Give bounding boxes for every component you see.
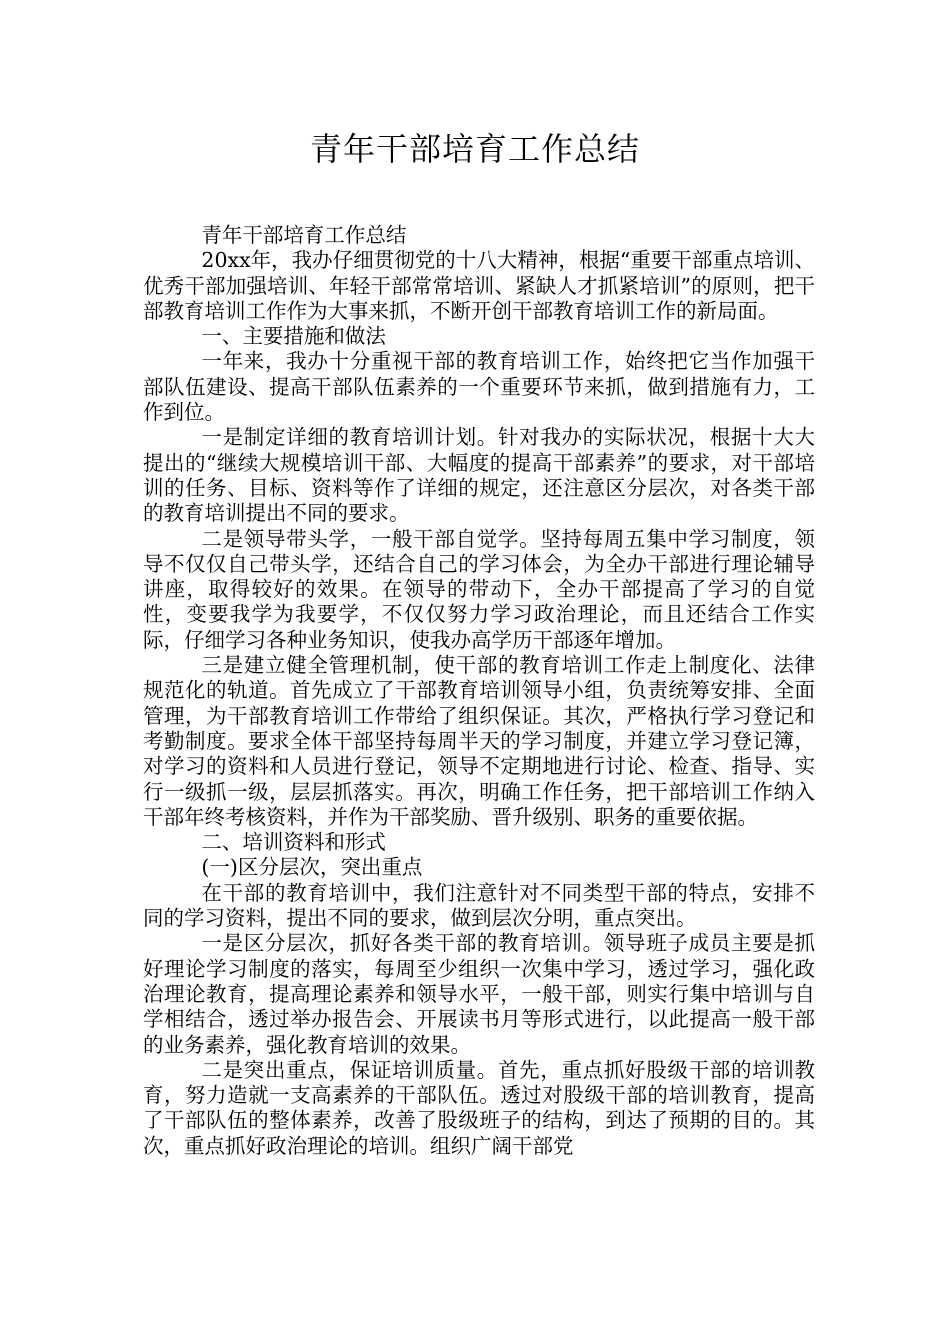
paragraph-intro: 20xx年，我办仔细贯彻党的十八大精神，根据“重要干部重点培训、优秀干部加强培训、年轻干部常常培训、紧缺人才抓紧培训”的原则，把干部教育培训工作作为大事来抓，不断开创干部教育培训工作的新局面。 <box>143 248 815 323</box>
paragraph: 在干部的教育培训中，我们注意针对不同类型干部的特点，安排不同的学习资料，提出不同的要求，做到层次分明，重点突出。 <box>143 880 815 931</box>
paragraph: 一是区分层次，抓好各类干部的教育培训。领导班子成员主要是抓好理论学习制度的落实，每周至少组织一次集中学习，透过学习，强化政治理论教育，提高理论素养和领导水平，一般干部，则实行集中培训与自学相结合，透过举办报告会、开展读书月等形式进行，以此提高一般干部的业务素养，强化教育培训的效果。 <box>143 931 815 1057</box>
paragraph: 二是突出重点，保证培训质量。首先，重点抓好股级干部的培训教育，努力造就一支高素养的干部队伍。透过对股级干部的培训教育，提高了干部队伍的整体素养，改善了股级班子的结构，到达了预期的目的。其次，重点抓好政治理论的培训。组织广阔干部党 <box>143 1057 815 1158</box>
document-title: 青年干部培育工作总结 <box>309 130 640 168</box>
section-heading-measures: 一、主要措施和做法 <box>201 324 386 349</box>
paragraph: 三是建立健全管理机制，使干部的教育培训工作走上制度化、法律规范化的轨道。首先成立了干部教育培训领导小组，负责统筹安排、全面管理，为干部教育培训工作带给了组织保证。其次，严格执行学习登记和考勤制度。要求全体干部坚持每周半天的学习制度，并建立学习登记簿，对学习的资料和人员进行登记，领导不定期地进行讨论、检查、指导、实行一级抓一级，层层抓落实。再次，明确工作任务，把干部培训工作纳入干部年终考核资料，并作为干部奖励、晋升级别、职务的重要依据。 <box>143 653 815 829</box>
paragraph: 二是领导带头学，一般干部自觉学。坚持每周五集中学习制度，领导不仅仅自己带头学，还结合自己的学习体会，为全办干部进行理论辅导讲座，取得较好的效果。在领导的带动下，全办干部提高了学习的自觉性，变要我学为我要学，不仅仅努力学习政治理论，而且还结合工作实际，仔细学习各种业务知识，使我办高学历干部逐年增加。 <box>143 526 815 652</box>
subsection-heading: (一)区分层次，突出重点 <box>201 855 423 880</box>
document-body <box>143 223 815 1159</box>
paragraph-subtitle: 青年干部培育工作总结 <box>201 223 407 247</box>
paragraph: 一是制定详细的教育培训计划。针对我办的实际状况，根据十大大提出的“继续大规模培训干部、大幅度的提高干部素养”的要求，对干部培训的任务、目标、资料等作了详细的规定，还注意区分层次，对各类干部的教育培训提出不同的要求。 <box>143 425 815 526</box>
paragraph: 一年来，我办十分重视干部的教育培训工作，始终把它当作加强干部队伍建设、提高干部队伍素养的一个重要环节来抓，做到措施有力，工作到位。 <box>143 349 815 425</box>
section-heading-content: 二、培训资料和形式 <box>201 830 386 855</box>
